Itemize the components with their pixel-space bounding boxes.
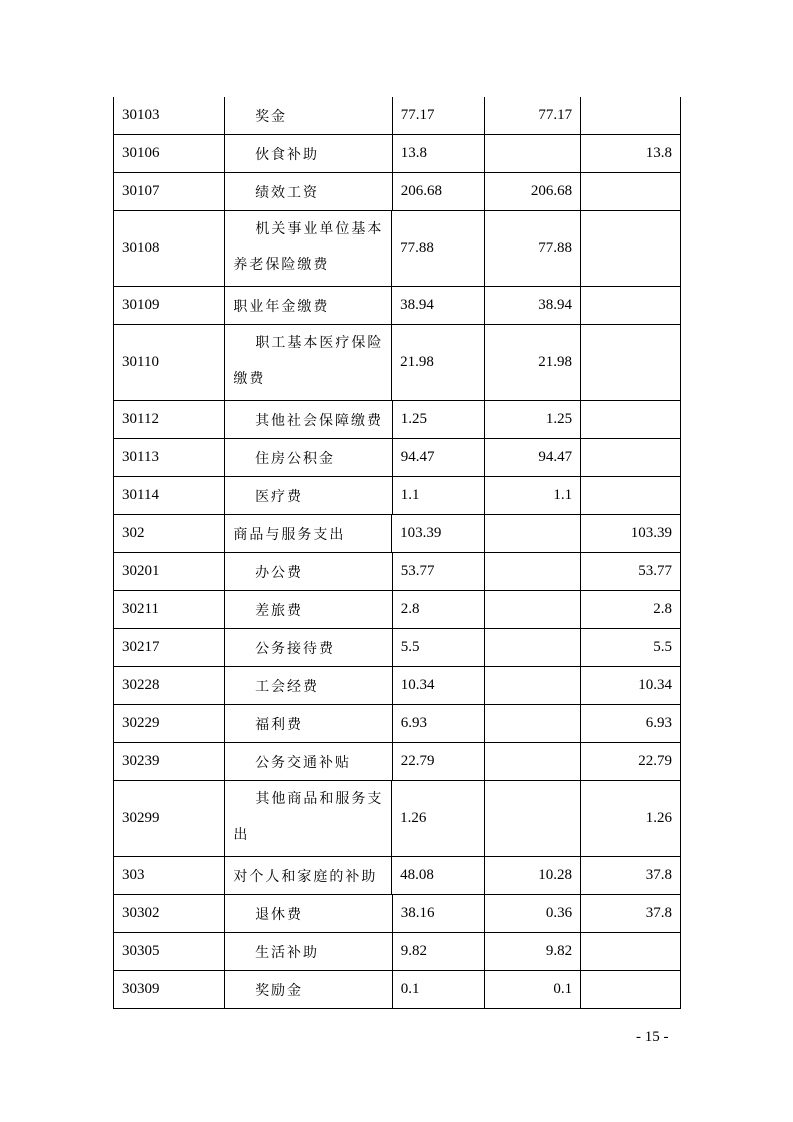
total-cell: 1.1 xyxy=(393,477,485,514)
basic-cell: 1.25 xyxy=(485,401,581,438)
table-row xyxy=(114,97,680,135)
table-row xyxy=(114,857,680,895)
basic-cell xyxy=(485,781,581,856)
basic-cell: 77.17 xyxy=(485,97,581,134)
code-cell: 30201 xyxy=(114,553,225,590)
project-cell: 5.5 xyxy=(653,639,672,655)
name-cell: 住房公积金 xyxy=(225,439,393,476)
total-cell: 6.93 xyxy=(393,705,485,742)
code-cell: 30113 xyxy=(114,439,225,476)
project-cell xyxy=(581,211,680,286)
basic-cell xyxy=(485,667,581,704)
name-line-1: 其他商品和服务支 xyxy=(255,791,384,807)
code-cell: 30299 xyxy=(114,781,225,856)
project-cell: 6.93 xyxy=(645,715,672,731)
project-cell xyxy=(581,287,680,324)
name-cell: 对个人和家庭的补助 xyxy=(225,857,392,894)
basic-cell xyxy=(485,629,581,666)
total-cell: 1.26 xyxy=(392,781,485,856)
basic-cell: 9.82 xyxy=(485,933,581,970)
project-cell: 1.26 xyxy=(645,810,672,826)
project-cell xyxy=(581,97,680,134)
name-cell: 差旅费 xyxy=(225,591,393,628)
project-cell xyxy=(581,325,680,400)
basic-cell: 38.94 xyxy=(485,287,581,324)
basic-cell: 0.1 xyxy=(485,971,581,1008)
project-cell xyxy=(581,439,680,476)
code-cell: 30211 xyxy=(114,591,225,628)
total-cell: 77.17 xyxy=(393,97,485,134)
project-cell xyxy=(581,173,680,210)
table-row xyxy=(114,629,680,667)
code-cell: 30239 xyxy=(114,743,225,780)
table-row xyxy=(114,173,680,211)
name-cell xyxy=(225,211,392,286)
code-cell: 30229 xyxy=(114,705,225,742)
code-cell: 30217 xyxy=(114,629,225,666)
table-row xyxy=(114,515,680,553)
basic-cell xyxy=(485,591,581,628)
project-cell xyxy=(581,401,680,438)
table-row xyxy=(114,325,680,401)
project-cell xyxy=(581,477,680,514)
name-cell: 公务交通补贴 xyxy=(225,743,393,780)
basic-cell xyxy=(485,705,581,742)
project-cell xyxy=(581,971,680,1008)
code-cell: 30107 xyxy=(114,173,225,210)
name-cell: 奖励金 xyxy=(225,971,393,1008)
code-cell: 30228 xyxy=(114,667,225,704)
total-cell: 53.77 xyxy=(393,553,485,590)
code-cell: 30112 xyxy=(114,401,225,438)
total-cell: 0.1 xyxy=(393,971,485,1008)
table-row xyxy=(114,667,680,705)
basic-cell: 94.47 xyxy=(485,439,581,476)
total-cell: 38.94 xyxy=(392,287,485,324)
total-cell: 5.5 xyxy=(393,629,485,666)
table-row xyxy=(114,743,680,781)
name-line-2: 缴费 xyxy=(233,371,266,387)
code-cell: 30305 xyxy=(114,933,225,970)
name-cell: 医疗费 xyxy=(225,477,393,514)
table-row xyxy=(114,591,680,629)
total-cell: 94.47 xyxy=(393,439,485,476)
total-cell: 206.68 xyxy=(393,173,485,210)
total-cell: 103.39 xyxy=(392,515,485,552)
basic-cell: 1.1 xyxy=(485,477,581,514)
code-cell: 30109 xyxy=(114,287,225,324)
basic-cell: 206.68 xyxy=(485,173,581,210)
code-cell: 302 xyxy=(114,515,225,552)
name-cell xyxy=(225,325,392,400)
code-cell: 30110 xyxy=(114,325,225,400)
table-row xyxy=(114,553,680,591)
total-cell: 13.8 xyxy=(393,135,485,172)
code-cell: 30309 xyxy=(114,971,225,1008)
code-cell: 30114 xyxy=(114,477,225,514)
total-cell: 38.16 xyxy=(393,895,485,932)
expenditure-table xyxy=(113,97,681,1009)
name-cell: 职业年金缴费 xyxy=(225,287,392,324)
name-cell: 退休费 xyxy=(225,895,393,932)
table-row xyxy=(114,895,680,933)
code-cell: 30302 xyxy=(114,895,225,932)
name-cell: 工会经费 xyxy=(225,667,393,704)
table-row xyxy=(114,477,680,515)
name-cell: 公务接待费 xyxy=(225,629,393,666)
table-row xyxy=(114,439,680,477)
table-row xyxy=(114,971,680,1009)
project-cell: 37.8 xyxy=(645,867,672,883)
project-cell xyxy=(581,933,680,970)
total-cell: 77.88 xyxy=(392,211,485,286)
project-cell: 2.8 xyxy=(653,601,672,617)
total-cell: 21.98 xyxy=(392,325,485,400)
table-row xyxy=(114,705,680,743)
name-line-1: 机关事业单位基本 xyxy=(255,221,384,237)
table-row xyxy=(114,933,680,971)
name-cell: 福利费 xyxy=(225,705,393,742)
total-cell: 1.25 xyxy=(393,401,485,438)
basic-cell xyxy=(485,743,581,780)
name-line-2: 出 xyxy=(233,827,250,843)
table-row xyxy=(114,401,680,439)
project-cell: 10.34 xyxy=(638,677,672,693)
name-cell: 生活补助 xyxy=(225,933,393,970)
project-cell: 13.8 xyxy=(645,145,672,161)
basic-cell: 10.28 xyxy=(485,857,581,894)
basic-cell xyxy=(485,553,581,590)
name-cell: 办公费 xyxy=(225,553,393,590)
project-cell: 103.39 xyxy=(630,525,672,541)
basic-cell xyxy=(485,515,581,552)
name-cell: 其他社会保障缴费 xyxy=(225,401,393,438)
basic-cell: 0.36 xyxy=(485,895,581,932)
code-cell: 30103 xyxy=(114,97,225,134)
table-row xyxy=(114,781,680,857)
project-cell: 37.8 xyxy=(645,905,672,921)
basic-cell xyxy=(485,135,581,172)
name-line-1: 职工基本医疗保险 xyxy=(255,335,384,351)
basic-cell: 21.98 xyxy=(485,325,581,400)
total-cell: 10.34 xyxy=(393,667,485,704)
code-cell: 30106 xyxy=(114,135,225,172)
name-cell: 伙食补助 xyxy=(225,135,393,172)
total-cell: 2.8 xyxy=(393,591,485,628)
total-cell: 22.79 xyxy=(393,743,485,780)
total-cell: 9.82 xyxy=(393,933,485,970)
page-number: - 15 - xyxy=(636,1029,669,1045)
name-cell: 奖金 xyxy=(225,97,393,134)
name-line-2: 养老保险缴费 xyxy=(233,257,330,273)
name-cell: 商品与服务支出 xyxy=(225,515,392,552)
name-cell xyxy=(225,781,392,856)
total-cell: 48.08 xyxy=(392,857,485,894)
table-row xyxy=(114,135,680,173)
name-cell: 绩效工资 xyxy=(225,173,393,210)
table-row xyxy=(114,287,680,325)
code-cell: 30108 xyxy=(114,211,225,286)
code-cell: 303 xyxy=(114,857,225,894)
basic-cell: 77.88 xyxy=(485,211,581,286)
table-row xyxy=(114,211,680,287)
project-cell: 22.79 xyxy=(638,753,672,769)
project-cell: 53.77 xyxy=(638,563,672,579)
